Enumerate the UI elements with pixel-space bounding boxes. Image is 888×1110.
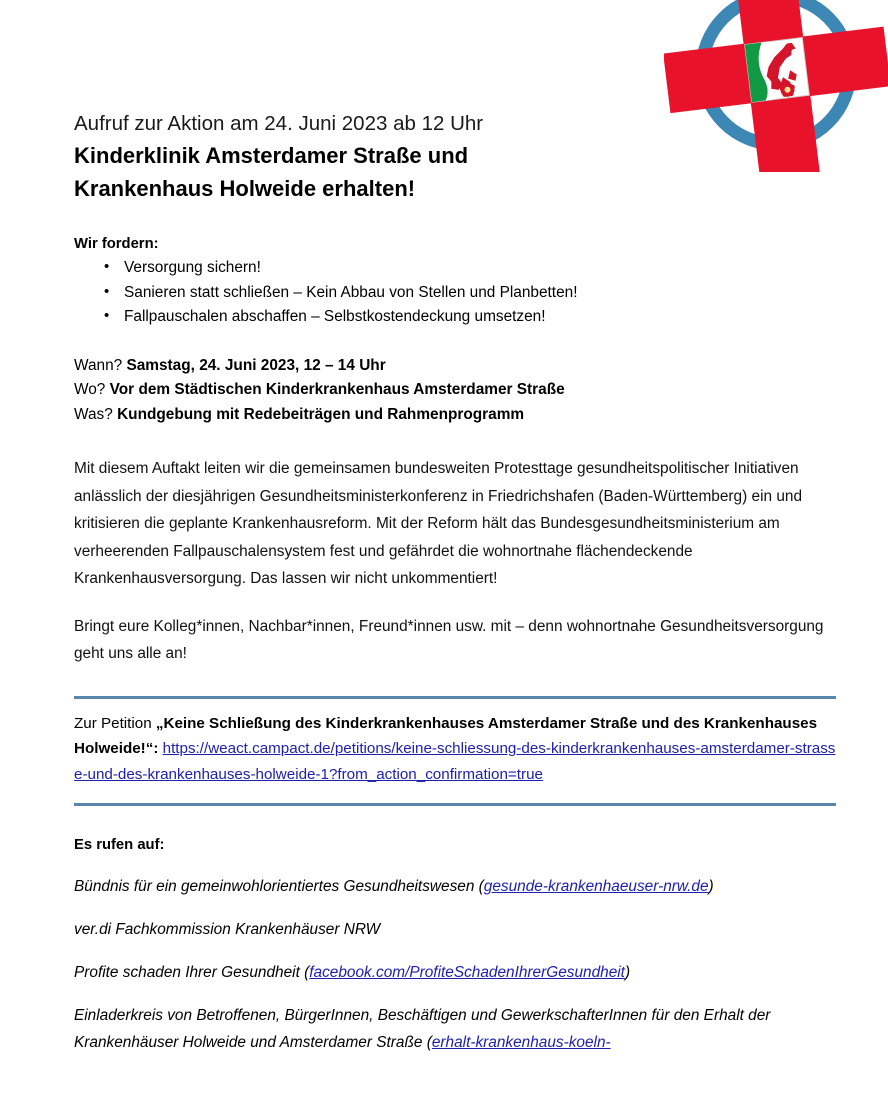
event-value: Samstag, 24. Juni 2023, 12 – 14 Uhr: [126, 356, 386, 374]
supporter-entry: [74, 916, 836, 943]
page-title-block: [74, 108, 836, 205]
demands-label: Wir fordern:: [74, 236, 159, 252]
heading-kicker: Aufruf zur Aktion am 24. Juni 2023 ab 12 Uhr: [74, 112, 484, 135]
event-row-when: [74, 354, 836, 379]
list-item: • Fallpauschalen abschaffen – Selbstkostendeckung umsetzen!: [104, 305, 836, 330]
paragraph-main: Mit diesem Auftakt leiten wir die gemeinsamen bundesweiten Protesttage gesundheitspolitischer Initiativen anlässlich der diesjährigen Gesundheitsministerkonferenz in Friedrichshafen (Baden-Württemberg) ein und kritisieren die geplante Krankenhausreform. Mit der Reform hält das Bundesgesundheitsministerium am verheerenden Fallpauschalensystem fest und gefährdet die wohnortnahe flächendeckende Krankenhausversorgung. Das lassen wir nicht unkommentiert!: [74, 460, 803, 588]
event-details: [74, 354, 836, 428]
supporter-link[interactable]: erhalt-krankenhaus-koeln-: [431, 1034, 611, 1052]
supporter-text-after: ): [624, 964, 631, 982]
supporter-text-after: ): [708, 878, 714, 896]
event-value: Kundgebung mit Redebeiträgen und Rahmenprogramm: [117, 405, 525, 423]
event-key: Wann?: [74, 356, 123, 374]
event-value: Vor dem Städtischen Kinderkrankenhaus Amsterdamer Straße: [109, 381, 565, 399]
supporter-entry: [74, 959, 836, 986]
heading-title-line-2: Krankenhaus Holweide erhalten!: [74, 176, 416, 201]
supporter-entry: [74, 1002, 836, 1056]
event-row-where: [74, 378, 836, 403]
supporter-link[interactable]: facebook.com/ProfiteSchadenIhrerGesundheit: [309, 964, 625, 982]
supporter-text: Bündnis für ein gemeinwohlorientiertes Gesundheitswesen (: [74, 878, 484, 896]
list-item: • Sanieren statt schließen – Kein Abbau von Stellen und Planbetten!: [104, 281, 836, 306]
event-key: Wo?: [74, 381, 106, 399]
supporter-link[interactable]: gesunde-krankenhaeuser-nrw.de: [483, 878, 709, 896]
petition-block: [74, 711, 836, 788]
document-body: [74, 0, 836, 1056]
supporter-text: Profite schaden Ihrer Gesundheit (: [74, 964, 310, 982]
supporters-label: Es rufen auf:: [74, 837, 165, 854]
supporter-entry: [74, 873, 836, 900]
heading-title-line-1: Kinderklinik Amsterdamer Straße und: [74, 143, 469, 168]
supporter-text: Einladerkreis von Betroffenen, BürgerInnen, Beschäftigen und GewerkschafterInnen für den Erhalt der Krankenhäuser Holweide und Amsterdamer Straße (: [74, 1007, 771, 1052]
petition-url-link[interactable]: https://weact.campact.de/petitions/keine-schliessung-des-kinderkrankenhauses-amsterdamer-strasse-und-des-krankenhauses-holweide-1?from_action_confirmation=true: [74, 740, 836, 783]
demands-list: [74, 256, 836, 330]
petition-lead: Zur Petition: [74, 714, 156, 732]
list-item: • Versorgung sichern!: [104, 256, 836, 281]
petition-title: „Keine Schließung des Kinderkrankenhauses Amsterdamer Straße und des Krankenhauses Holweide!“:: [74, 714, 818, 758]
paragraph-invite: Bringt eure Kolleg*innen, Nachbar*innen, Freund*innen usw. mit – denn wohnortnahe Gesundheitsversorgung geht uns alle an!: [74, 617, 824, 663]
supporter-text: ver.di Fachkommission Krankenhäuser NRW: [74, 921, 381, 939]
event-key: Was?: [74, 405, 113, 423]
event-row-what: [74, 403, 836, 428]
